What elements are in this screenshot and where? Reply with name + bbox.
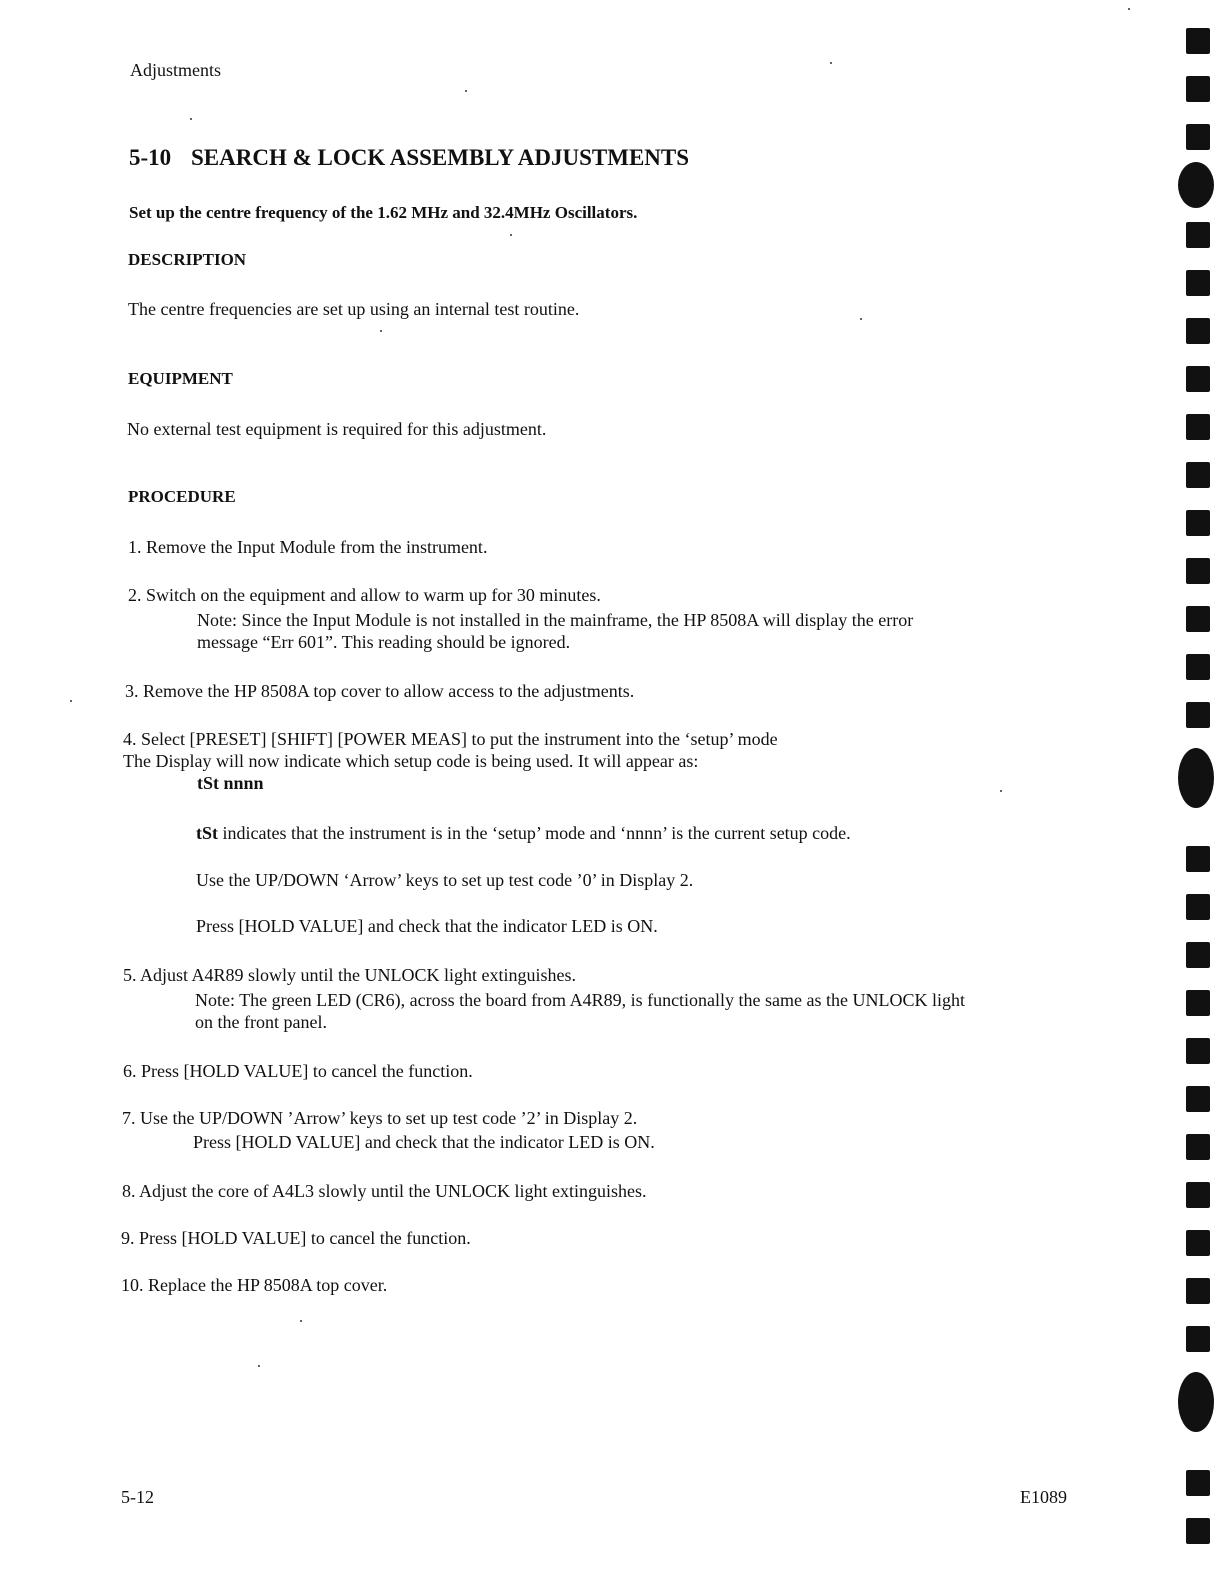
binding-hole bbox=[1186, 990, 1210, 1016]
procedure-step-4: 4. Select [PRESET] [SHIFT] [POWER MEAS] to put the instrument into the ‘setup’ mode bbox=[123, 729, 778, 749]
step-4-hold-value: Press [HOLD VALUE] and check that the indicator LED is ON. bbox=[196, 916, 658, 936]
binding-hole bbox=[1186, 28, 1210, 54]
binding-hole bbox=[1178, 162, 1214, 208]
scan-speck bbox=[860, 318, 862, 320]
binding-hole bbox=[1186, 558, 1210, 584]
step-7-hold-value: Press [HOLD VALUE] and check that the indicator LED is ON. bbox=[193, 1132, 655, 1152]
description-text: The centre frequencies are set up using an internal test routine. bbox=[128, 299, 580, 319]
binding-hole bbox=[1186, 318, 1210, 344]
step-4-setup-code: tSt nnnn bbox=[197, 773, 264, 793]
step-4-explanation bbox=[196, 823, 851, 844]
binding-hole bbox=[1186, 1518, 1210, 1544]
binding-hole bbox=[1186, 462, 1210, 488]
procedure-step-5: 5. Adjust A4R89 slowly until the UNLOCK light extinguishes. bbox=[123, 965, 577, 985]
step-4-arrow-keys: Use the UP/DOWN ‘Arrow’ keys to set up test code ’0’ in Display 2. bbox=[196, 870, 694, 890]
binding-hole bbox=[1186, 510, 1210, 536]
binding-hole bbox=[1186, 1470, 1210, 1496]
binding-hole bbox=[1186, 1182, 1210, 1208]
setup-code-explanation: indicates that the instrument is in the ‘setup’ mode and ‘nnnn’ is the current setup code. bbox=[218, 823, 851, 843]
page-number: 5-12 bbox=[121, 1487, 154, 1507]
binding-hole bbox=[1186, 366, 1210, 392]
binding-hole bbox=[1186, 654, 1210, 680]
equipment-text: No external test equipment is required for this adjustment. bbox=[127, 419, 547, 439]
binding-hole bbox=[1186, 1038, 1210, 1064]
document-code: E1089 bbox=[1020, 1487, 1067, 1507]
procedure-step-6: 6. Press [HOLD VALUE] to cancel the function. bbox=[123, 1061, 473, 1081]
binding-hole bbox=[1186, 894, 1210, 920]
step-5-note-line-1: Note: The green LED (CR6), across the board from A4R89, is functionally the same as the UNLOCK light bbox=[195, 990, 966, 1010]
binding-hole bbox=[1186, 1086, 1210, 1112]
binding-hole bbox=[1186, 222, 1210, 248]
binding-hole bbox=[1186, 76, 1210, 102]
procedure-step-10: 10. Replace the HP 8508A top cover. bbox=[121, 1275, 388, 1295]
scan-speck bbox=[70, 700, 72, 702]
binding-hole bbox=[1178, 1372, 1214, 1432]
procedure-heading: PROCEDURE bbox=[128, 487, 236, 506]
binding-hole bbox=[1186, 846, 1210, 872]
procedure-step-8: 8. Adjust the core of A4L3 slowly until the UNLOCK light extinguishes. bbox=[122, 1181, 647, 1201]
step-5-note-line-2: on the front panel. bbox=[195, 1012, 327, 1032]
binding-hole bbox=[1178, 748, 1214, 808]
scan-speck bbox=[300, 1320, 302, 1322]
scan-speck bbox=[190, 118, 192, 120]
procedure-step-9: 9. Press [HOLD VALUE] to cancel the function. bbox=[121, 1228, 471, 1248]
step-2-note-line-1: Note: Since the Input Module is not installed in the mainframe, the HP 8508A will display the error bbox=[197, 610, 914, 630]
binding-hole bbox=[1186, 942, 1210, 968]
section-number: 5-10 bbox=[129, 145, 172, 170]
scan-speck bbox=[830, 62, 832, 64]
scan-speck bbox=[1000, 790, 1002, 792]
binding-hole bbox=[1186, 124, 1210, 150]
binding-hole bbox=[1186, 1278, 1210, 1304]
section-title: SEARCH & LOCK ASSEMBLY ADJUSTMENTS bbox=[191, 145, 690, 170]
procedure-step-3: 3. Remove the HP 8508A top cover to allow access to the adjustments. bbox=[125, 681, 635, 701]
running-title: Adjustments bbox=[130, 60, 222, 80]
binding-hole bbox=[1186, 1230, 1210, 1256]
procedure-step-7: 7. Use the UP/DOWN ’Arrow’ keys to set up test code ’2’ in Display 2. bbox=[122, 1108, 638, 1128]
binding-hole bbox=[1186, 270, 1210, 296]
binding-hole bbox=[1186, 1134, 1210, 1160]
scan-speck bbox=[465, 90, 467, 92]
binding-hole bbox=[1186, 1326, 1210, 1352]
section-subtitle: Set up the centre frequency of the 1.62 MHz and 32.4MHz Oscillators. bbox=[129, 203, 638, 222]
scan-speck bbox=[380, 330, 382, 332]
binding-hole bbox=[1186, 606, 1210, 632]
scan-speck bbox=[1128, 8, 1130, 10]
binding-hole bbox=[1186, 702, 1210, 728]
binding-hole bbox=[1186, 414, 1210, 440]
step-4-display-line: The Display will now indicate which setup code is being used. It will appear as: bbox=[123, 751, 699, 771]
description-heading: DESCRIPTION bbox=[128, 250, 247, 269]
procedure-step-1: 1. Remove the Input Module from the instrument. bbox=[128, 537, 488, 557]
equipment-heading: EQUIPMENT bbox=[128, 369, 233, 388]
step-2-note-line-2: message “Err 601”. This reading should be ignored. bbox=[197, 632, 571, 652]
scan-speck bbox=[510, 234, 512, 236]
setup-code-label: tSt bbox=[196, 823, 218, 843]
procedure-step-2: 2. Switch on the equipment and allow to warm up for 30 minutes. bbox=[128, 585, 601, 605]
scan-speck bbox=[258, 1365, 260, 1367]
